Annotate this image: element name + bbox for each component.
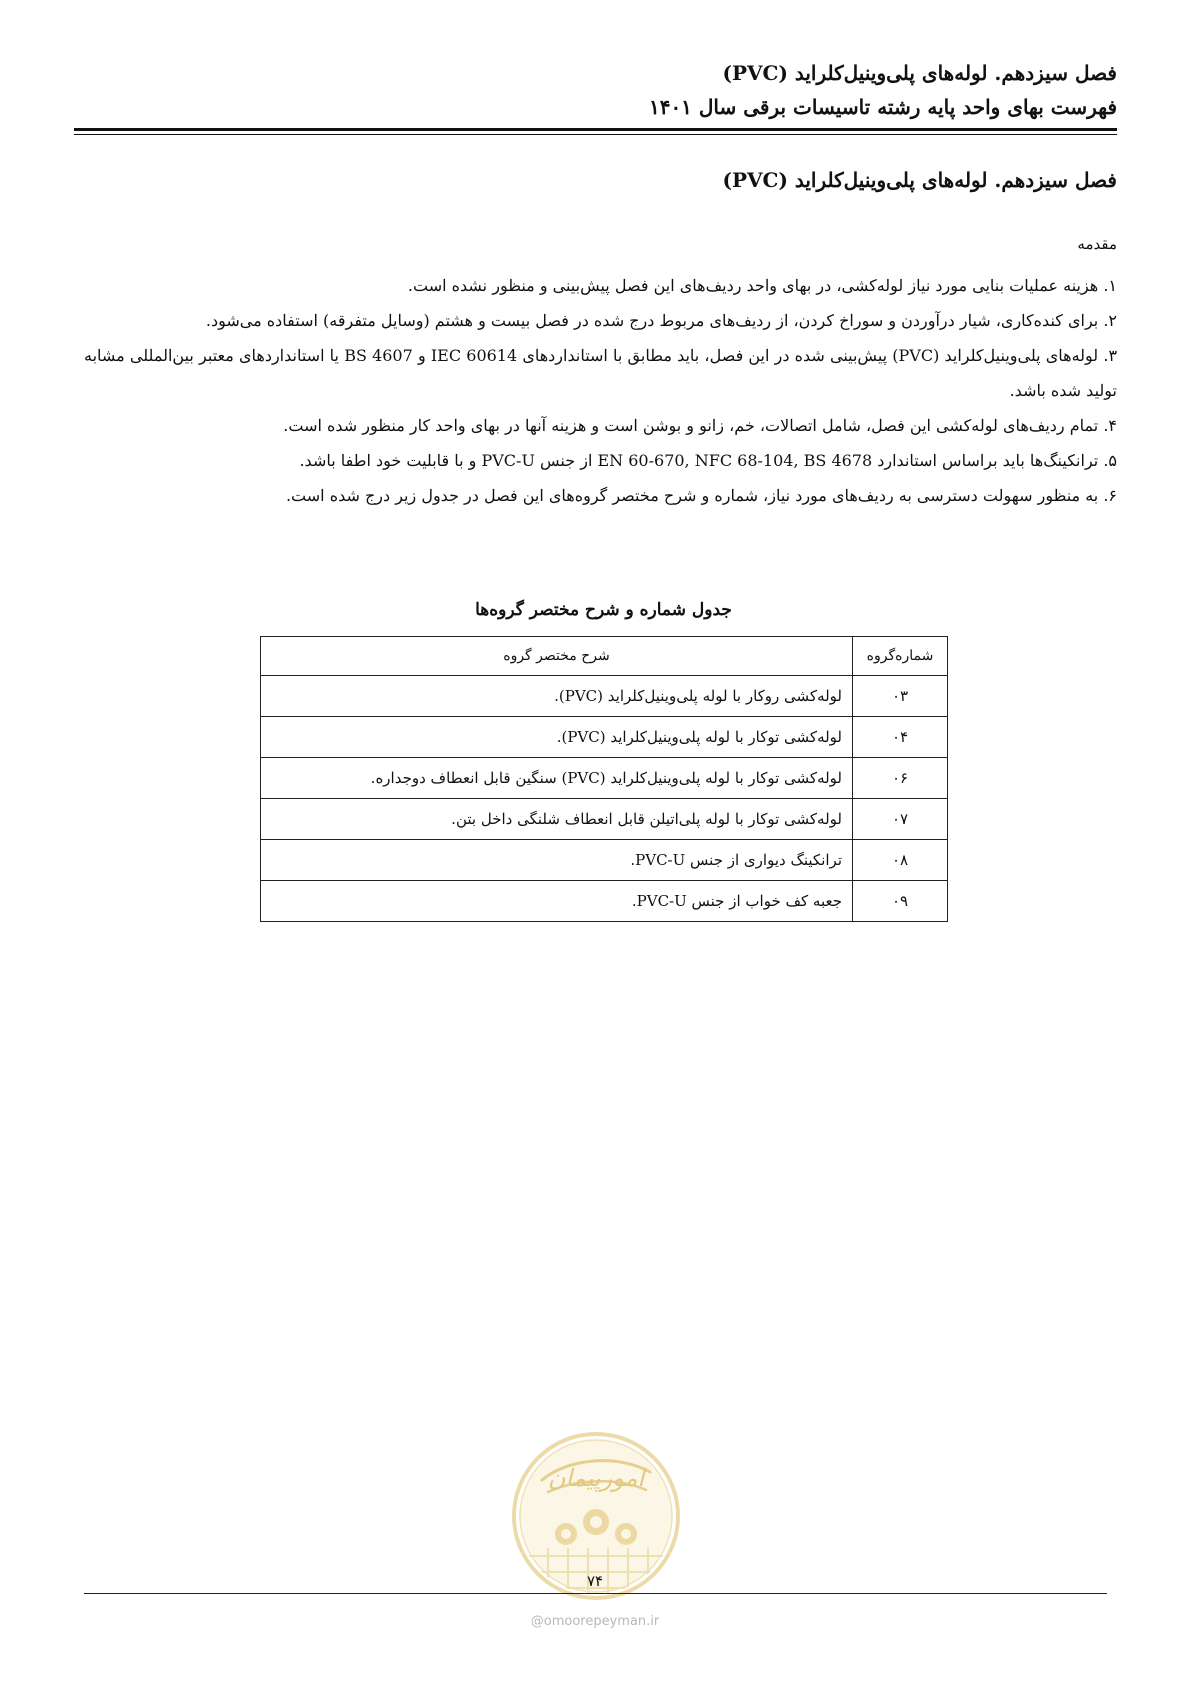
table-row [261,676,948,717]
footer-website: @omoorepeyman.ir [530,1614,660,1629]
group-description-cell: جعبه کف خواب از جنس PVC-U. [261,881,853,922]
intro-item-5: ۵. ترانکینگ‌ها باید براساس استاندارد EN 60-670, NFC 68-104, BS 4678 از جنس PVC-U و با قابلیت خود اطفا باشد. [299,451,1117,470]
group-number-cell: ۰۳ [853,676,948,717]
table-title: جدول شماره و شرح مختصر گروه‌ها [475,600,732,620]
intro-item-3: ۳. لوله‌های پلی‌وینیل‌کلراید (PVC) پیش‌بینی شده در این فصل، باید مطابق با استانداردهای IEC 60614 و BS 4607 یا استانداردهای معتبر بین‌المللی مشابه تولید شده باشد. [84,346,1118,400]
group-description-cell: لوله‌کشی توکار با لوله پلی‌وینیل‌کلراید (PVC). [261,717,853,758]
table-row [261,799,948,840]
group-number-cell: ۰۴ [853,717,948,758]
group-description-cell: لوله‌کشی روکار با لوله پلی‌وینیل‌کلراید (PVC). [261,676,853,717]
chapter-title: فصل سیزدهم. لوله‌های پلی‌وینیل‌کلراید (PVC) [722,168,1117,192]
group-number-cell: ۰۶ [853,758,948,799]
table-row [261,881,948,922]
group-description-cell: ترانکینگ دیواری از جنس PVC-U. [261,840,853,881]
table-header-row [261,637,948,676]
intro-heading: مقدمه [1077,235,1117,253]
running-header [74,56,1117,124]
group-description-cell: لوله‌کشی توکار با لوله پلی‌اتیلن قابل انعطاف شلنگی داخل بتن. [261,799,853,840]
header-book-title: فهرست بهای واحد پایه رشته تاسیسات برقی سال ۱۴۰۱ [648,95,1117,119]
group-number-cell: ۰۹ [853,881,948,922]
header-group-number: شماره‌گروه [853,637,948,676]
header-group-description: شرح مختصر گروه [261,637,853,676]
intro-item-1: ۱. هزینه عملیات بنایی مورد نیاز لوله‌کشی، در بهای واحد ردیف‌های این فصل پیش‌بینی و منظور نشده است. [407,276,1117,295]
intro-item-2: ۲. برای کنده‌کاری، شیار درآوردن و سوراخ کردن، از ردیف‌های مربوط درج شده در فصل بیست و هشتم (وسایل متفرقه) استفاده می‌شود. [205,311,1117,330]
group-description-cell: لوله‌کشی توکار با لوله پلی‌وینیل‌کلراید (PVC) سنگین قابل انعطاف دوجداره. [261,758,853,799]
header-rule-thick [74,128,1117,131]
header-rule-thin [74,134,1117,135]
intro-item-6: ۶. به منظور سهولت دسترسی به ردیف‌های مورد نیاز، شماره و شرح مختصر گروه‌های این فصل در جدول زیر درج شده است. [285,486,1117,505]
footer-rule [84,1593,1107,1594]
page-number: ۷۴ [586,1572,604,1590]
table-row [261,758,948,799]
intro-item-4: ۴. تمام ردیف‌های لوله‌کشی این فصل، شامل اتصالات، خم، زانو و بوشن است و هزینه آنها در بهای واحد کار منظور شده است. [283,416,1117,435]
svg-text:امورپیمان: امورپیمان [547,1464,645,1492]
header-chapter-line: فصل سیزدهم. لوله‌های پلی‌وینیل‌کلراید (PVC) [722,61,1117,85]
group-number-cell: ۰۸ [853,840,948,881]
intro-list [84,268,1117,513]
groups-table [260,636,948,922]
group-number-cell: ۰۷ [853,799,948,840]
table-row [261,717,948,758]
table-row [261,840,948,881]
